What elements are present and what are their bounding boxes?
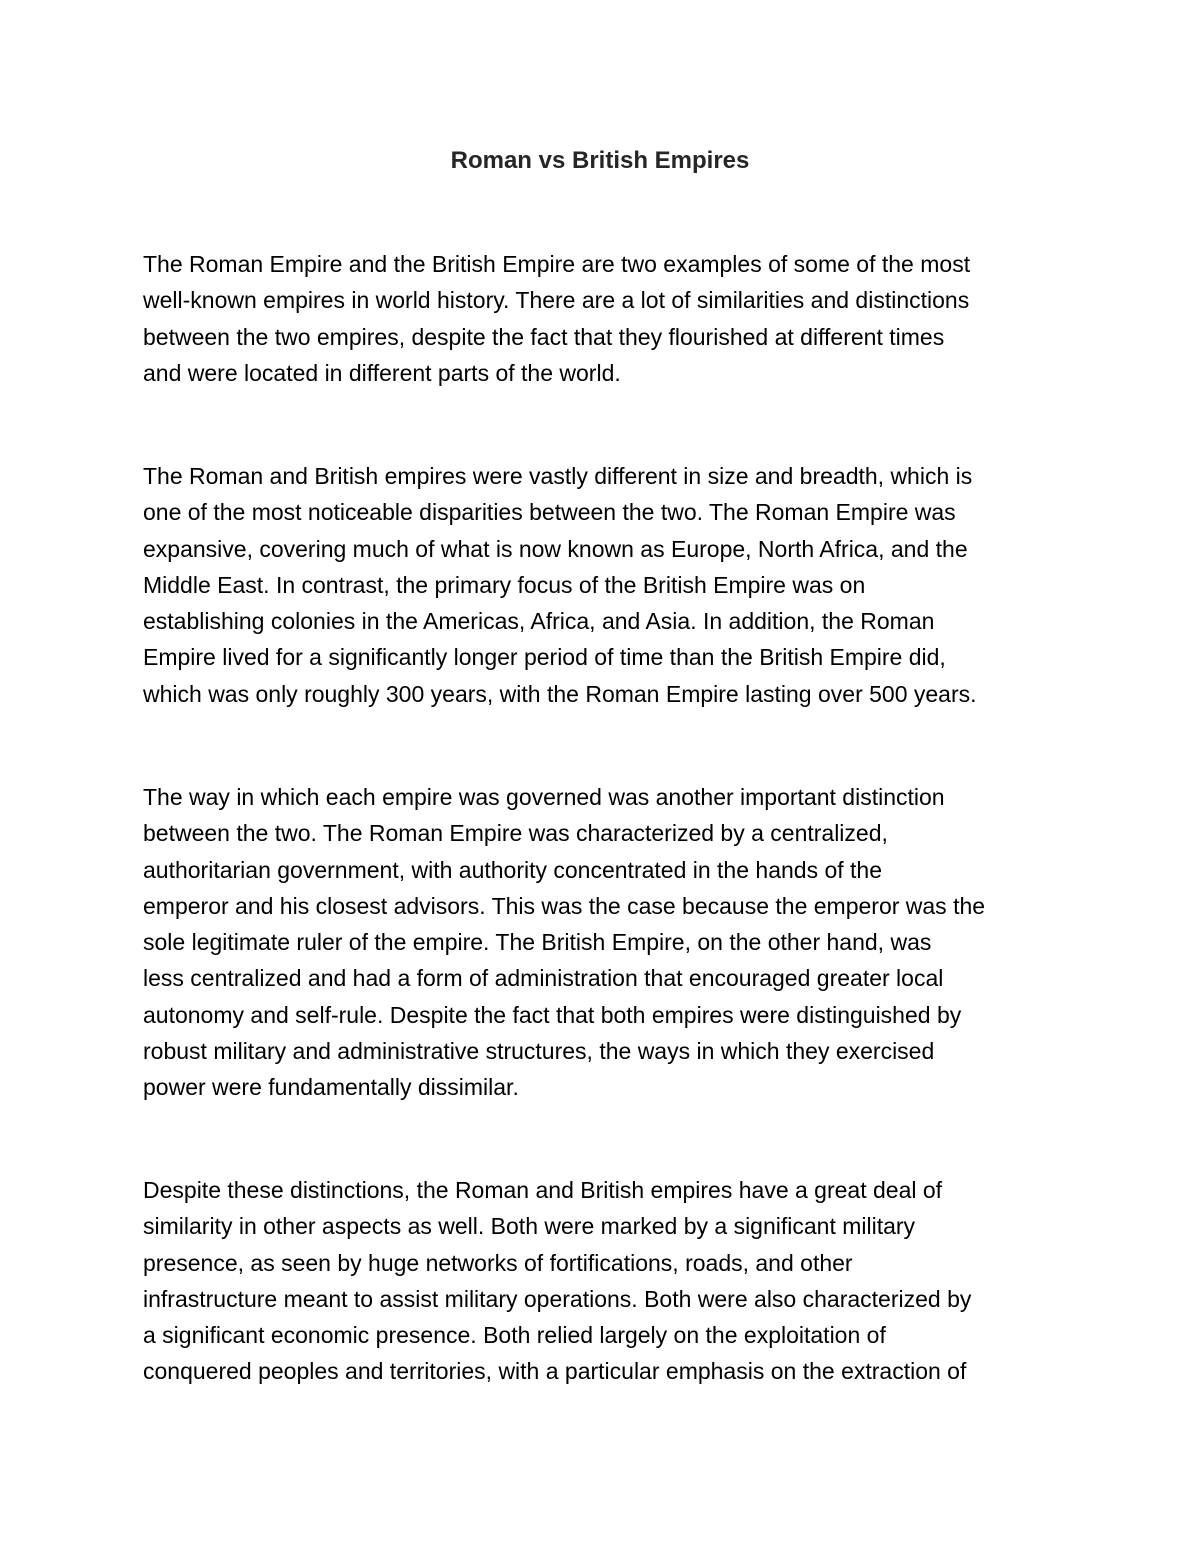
paragraph-line: which was only roughly 300 years, with the Roman Empire lasting over 500 years. [143, 680, 977, 707]
paragraph-line: expansive, covering much of what is now known as Europe, North Africa, and the [143, 535, 968, 562]
paragraph-line: and were located in different parts of the world. [143, 359, 621, 386]
paragraph-line: autonomy and self-rule. Despite the fact that both empires were distinguished by [143, 1001, 962, 1028]
paragraph-line: establishing colonies in the Americas, Africa, and Asia. In addition, the Roman [143, 608, 935, 635]
paragraph-3 [143, 779, 1073, 1106]
paragraph-line: emperor and his closest advisors. This was the case because the emperor was the [143, 892, 986, 919]
paragraph-line: infrastructure meant to assist military operations. Both were also characterized by [143, 1285, 972, 1312]
paragraph-line: a significant economic presence. Both relied largely on the exploitation of [143, 1322, 886, 1349]
paragraph-line: power were fundamentally dissimilar. [143, 1074, 519, 1101]
paragraph-line: between the two. The Roman Empire was characterized by a centralized, [143, 820, 888, 847]
paragraph-line: one of the most noticeable disparities between the two. The Roman Empire was [143, 499, 956, 526]
paragraph-line: between the two empires, despite the fact that they flourished at different times [143, 323, 945, 350]
paragraph-1 [143, 246, 1073, 391]
document-title: Roman vs British Empires [450, 147, 750, 174]
paragraph-line: less centralized and had a form of administration that encouraged greater local [143, 965, 944, 992]
paragraph-line: The way in which each empire was governed was another important distinction [143, 784, 945, 810]
paragraph-line: well-known empires in world history. There are a lot of similarities and distinctions [143, 287, 970, 314]
paragraph-line: presence, as seen by huge networks of fortifications, roads, and other [143, 1249, 853, 1276]
paragraph-line: Middle East. In contrast, the primary focus of the British Empire was on [143, 571, 866, 598]
paragraph-2 [143, 458, 1073, 712]
paragraph-line: Empire lived for a significantly longer period of time than the British Empire did, [143, 644, 946, 671]
paragraph-line: sole legitimate ruler of the empire. The British Empire, on the other hand, was [143, 929, 932, 956]
paragraph-4 [143, 1172, 1073, 1390]
paragraph-line: similarity in other aspects as well. Both were marked by a significant military [143, 1213, 916, 1240]
paragraph-line: Despite these distinctions, the Roman and British empires have a great deal of [143, 1177, 943, 1203]
paragraph-line: conquered peoples and territories, with a particular emphasis on the extraction of [143, 1358, 967, 1385]
paragraph-line: The Roman Empire and the British Empire are two examples of some of the most [143, 251, 971, 277]
paragraph-line: authoritarian government, with authority concentrated in the hands of the [143, 856, 883, 883]
paragraph-line: The Roman and British empires were vastly different in size and breadth, which is [143, 463, 973, 489]
paragraph-line: robust military and administrative structures, the ways in which they exercised [143, 1038, 935, 1065]
